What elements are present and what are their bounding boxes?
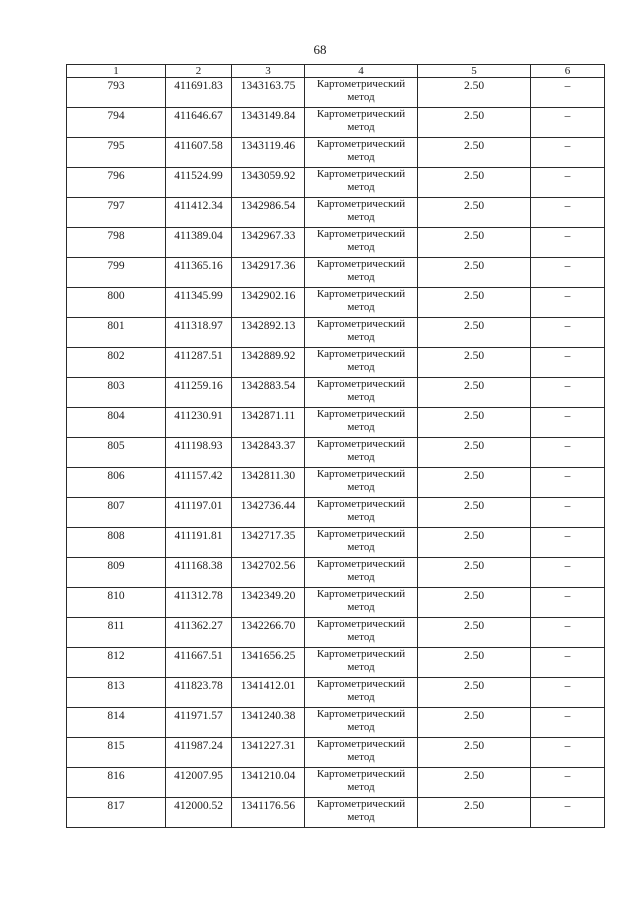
accuracy-cell: 2.50 (418, 558, 531, 588)
table-row (67, 468, 605, 498)
table-row (67, 108, 605, 138)
accuracy-cell: 2.50 (418, 108, 531, 138)
y-coordinate-cell: 1342889.92 (232, 348, 305, 378)
accuracy-cell: 2.50 (418, 678, 531, 708)
accuracy-cell: 2.50 (418, 138, 531, 168)
method-cell: Картометрический метод (305, 498, 418, 528)
table-row (67, 768, 605, 798)
x-coordinate-cell: 411362.27 (166, 618, 232, 648)
x-coordinate-cell: 411230.91 (166, 408, 232, 438)
accuracy-cell: 2.50 (418, 768, 531, 798)
y-coordinate-cell: 1341240.38 (232, 708, 305, 738)
method-cell: Картометрический метод (305, 138, 418, 168)
y-coordinate-cell: 1342843.37 (232, 438, 305, 468)
x-coordinate-cell: 411691.83 (166, 78, 232, 108)
accuracy-cell: 2.50 (418, 78, 531, 108)
column-header: 2 (166, 65, 232, 78)
table-row (67, 738, 605, 768)
coordinates-table (66, 64, 605, 828)
column-header: 5 (418, 65, 531, 78)
x-coordinate-cell: 411287.51 (166, 348, 232, 378)
x-coordinate-cell: 411823.78 (166, 678, 232, 708)
description-cell: – (531, 288, 605, 318)
x-coordinate-cell: 411198.93 (166, 438, 232, 468)
description-cell: – (531, 468, 605, 498)
point-number-cell: 795 (67, 138, 166, 168)
point-number-cell: 815 (67, 738, 166, 768)
description-cell: – (531, 678, 605, 708)
x-coordinate-cell: 411524.99 (166, 168, 232, 198)
description-cell: – (531, 558, 605, 588)
description-cell: – (531, 498, 605, 528)
description-cell: – (531, 438, 605, 468)
description-cell: – (531, 528, 605, 558)
method-cell: Картометрический метод (305, 618, 418, 648)
y-coordinate-cell: 1342967.33 (232, 228, 305, 258)
x-coordinate-cell: 412000.52 (166, 798, 232, 828)
y-coordinate-cell: 1343119.46 (232, 138, 305, 168)
x-coordinate-cell: 411667.51 (166, 648, 232, 678)
point-number-cell: 814 (67, 708, 166, 738)
accuracy-cell: 2.50 (418, 588, 531, 618)
method-cell: Картометрический метод (305, 348, 418, 378)
accuracy-cell: 2.50 (418, 738, 531, 768)
method-cell: Картометрический метод (305, 408, 418, 438)
description-cell: – (531, 108, 605, 138)
table-row (67, 168, 605, 198)
table-row (67, 318, 605, 348)
x-coordinate-cell: 411607.58 (166, 138, 232, 168)
y-coordinate-cell: 1341176.56 (232, 798, 305, 828)
point-number-cell: 796 (67, 168, 166, 198)
point-number-cell: 797 (67, 198, 166, 228)
description-cell: – (531, 228, 605, 258)
method-cell: Картометрический метод (305, 258, 418, 288)
description-cell: – (531, 588, 605, 618)
table-row (67, 528, 605, 558)
point-number-cell: 798 (67, 228, 166, 258)
method-cell: Картометрический метод (305, 588, 418, 618)
method-cell: Картометрический метод (305, 78, 418, 108)
y-coordinate-cell: 1341210.04 (232, 768, 305, 798)
accuracy-cell: 2.50 (418, 528, 531, 558)
x-coordinate-cell: 411168.38 (166, 558, 232, 588)
point-number-cell: 810 (67, 588, 166, 618)
method-cell: Картометрический метод (305, 798, 418, 828)
accuracy-cell: 2.50 (418, 378, 531, 408)
page-number: 68 (313, 42, 327, 57)
accuracy-cell: 2.50 (418, 498, 531, 528)
method-cell: Картометрический метод (305, 528, 418, 558)
description-cell: – (531, 708, 605, 738)
point-number-cell: 812 (67, 648, 166, 678)
method-cell: Картометрический метод (305, 468, 418, 498)
y-coordinate-cell: 1342871.11 (232, 408, 305, 438)
description-cell: – (531, 738, 605, 768)
x-coordinate-cell: 411345.99 (166, 288, 232, 318)
method-cell: Картометрический метод (305, 678, 418, 708)
x-coordinate-cell: 411365.16 (166, 258, 232, 288)
method-cell: Картометрический метод (305, 198, 418, 228)
y-coordinate-cell: 1342349.20 (232, 588, 305, 618)
table-row (67, 198, 605, 228)
method-cell: Картометрический метод (305, 108, 418, 138)
point-number-cell: 794 (67, 108, 166, 138)
y-coordinate-cell: 1342702.56 (232, 558, 305, 588)
y-coordinate-cell: 1342986.54 (232, 198, 305, 228)
point-number-cell: 806 (67, 468, 166, 498)
point-number-cell: 805 (67, 438, 166, 468)
x-coordinate-cell: 411312.78 (166, 588, 232, 618)
description-cell: – (531, 618, 605, 648)
x-coordinate-cell: 411646.67 (166, 108, 232, 138)
point-number-cell: 813 (67, 678, 166, 708)
table-row (67, 288, 605, 318)
point-number-cell: 801 (67, 318, 166, 348)
description-cell: – (531, 648, 605, 678)
description-cell: – (531, 168, 605, 198)
accuracy-cell: 2.50 (418, 408, 531, 438)
description-cell: – (531, 318, 605, 348)
description-cell: – (531, 378, 605, 408)
y-coordinate-cell: 1342902.16 (232, 288, 305, 318)
point-number-cell: 809 (67, 558, 166, 588)
point-number-cell: 804 (67, 408, 166, 438)
x-coordinate-cell: 411412.34 (166, 198, 232, 228)
table-row (67, 228, 605, 258)
method-cell: Картометрический метод (305, 288, 418, 318)
method-cell: Картометрический метод (305, 228, 418, 258)
accuracy-cell: 2.50 (418, 318, 531, 348)
point-number-cell: 802 (67, 348, 166, 378)
description-cell: – (531, 408, 605, 438)
point-number-cell: 817 (67, 798, 166, 828)
column-header: 6 (531, 65, 605, 78)
description-cell: – (531, 768, 605, 798)
accuracy-cell: 2.50 (418, 168, 531, 198)
table-row (67, 138, 605, 168)
method-cell: Картометрический метод (305, 168, 418, 198)
y-coordinate-cell: 1342811.30 (232, 468, 305, 498)
y-coordinate-cell: 1343163.75 (232, 78, 305, 108)
x-coordinate-cell: 412007.95 (166, 768, 232, 798)
y-coordinate-cell: 1343059.92 (232, 168, 305, 198)
accuracy-cell: 2.50 (418, 708, 531, 738)
method-cell: Картометрический метод (305, 738, 418, 768)
table-row (67, 618, 605, 648)
method-cell: Картометрический метод (305, 768, 418, 798)
x-coordinate-cell: 411157.42 (166, 468, 232, 498)
point-number-cell: 808 (67, 528, 166, 558)
table-row (67, 708, 605, 738)
method-cell: Картометрический метод (305, 708, 418, 738)
description-cell: – (531, 258, 605, 288)
point-number-cell: 800 (67, 288, 166, 318)
table-row (67, 378, 605, 408)
table-row (67, 438, 605, 468)
description-cell: – (531, 198, 605, 228)
point-number-cell: 803 (67, 378, 166, 408)
accuracy-cell: 2.50 (418, 348, 531, 378)
x-coordinate-cell: 411191.81 (166, 528, 232, 558)
accuracy-cell: 2.50 (418, 198, 531, 228)
x-coordinate-cell: 411971.57 (166, 708, 232, 738)
x-coordinate-cell: 411389.04 (166, 228, 232, 258)
x-coordinate-cell: 411197.01 (166, 498, 232, 528)
table-row (67, 348, 605, 378)
y-coordinate-cell: 1341656.25 (232, 648, 305, 678)
x-coordinate-cell: 411987.24 (166, 738, 232, 768)
accuracy-cell: 2.50 (418, 618, 531, 648)
y-coordinate-cell: 1342892.13 (232, 318, 305, 348)
method-cell: Картометрический метод (305, 438, 418, 468)
description-cell: – (531, 798, 605, 828)
method-cell: Картометрический метод (305, 378, 418, 408)
accuracy-cell: 2.50 (418, 468, 531, 498)
y-coordinate-cell: 1342883.54 (232, 378, 305, 408)
column-header: 4 (305, 65, 418, 78)
y-coordinate-cell: 1342917.36 (232, 258, 305, 288)
accuracy-cell: 2.50 (418, 288, 531, 318)
y-coordinate-cell: 1341412.01 (232, 678, 305, 708)
point-number-cell: 807 (67, 498, 166, 528)
x-coordinate-cell: 411318.97 (166, 318, 232, 348)
accuracy-cell: 2.50 (418, 648, 531, 678)
accuracy-cell: 2.50 (418, 438, 531, 468)
y-coordinate-cell: 1342266.70 (232, 618, 305, 648)
point-number-cell: 816 (67, 768, 166, 798)
table-row (67, 558, 605, 588)
table-row (67, 678, 605, 708)
point-number-cell: 799 (67, 258, 166, 288)
table-row (67, 588, 605, 618)
description-cell: – (531, 348, 605, 378)
table-row (67, 408, 605, 438)
table-header-row (67, 65, 605, 78)
table-row (67, 78, 605, 108)
point-number-cell: 793 (67, 78, 166, 108)
accuracy-cell: 2.50 (418, 258, 531, 288)
y-coordinate-cell: 1342736.44 (232, 498, 305, 528)
method-cell: Картометрический метод (305, 318, 418, 348)
description-cell: – (531, 138, 605, 168)
y-coordinate-cell: 1342717.35 (232, 528, 305, 558)
point-number-cell: 811 (67, 618, 166, 648)
table-row (67, 258, 605, 288)
description-cell: – (531, 78, 605, 108)
y-coordinate-cell: 1343149.84 (232, 108, 305, 138)
column-header: 3 (232, 65, 305, 78)
accuracy-cell: 2.50 (418, 798, 531, 828)
method-cell: Картометрический метод (305, 648, 418, 678)
table-row (67, 798, 605, 828)
table-row (67, 648, 605, 678)
column-header: 1 (67, 65, 166, 78)
method-cell: Картометрический метод (305, 558, 418, 588)
table-row (67, 498, 605, 528)
x-coordinate-cell: 411259.16 (166, 378, 232, 408)
y-coordinate-cell: 1341227.31 (232, 738, 305, 768)
accuracy-cell: 2.50 (418, 228, 531, 258)
